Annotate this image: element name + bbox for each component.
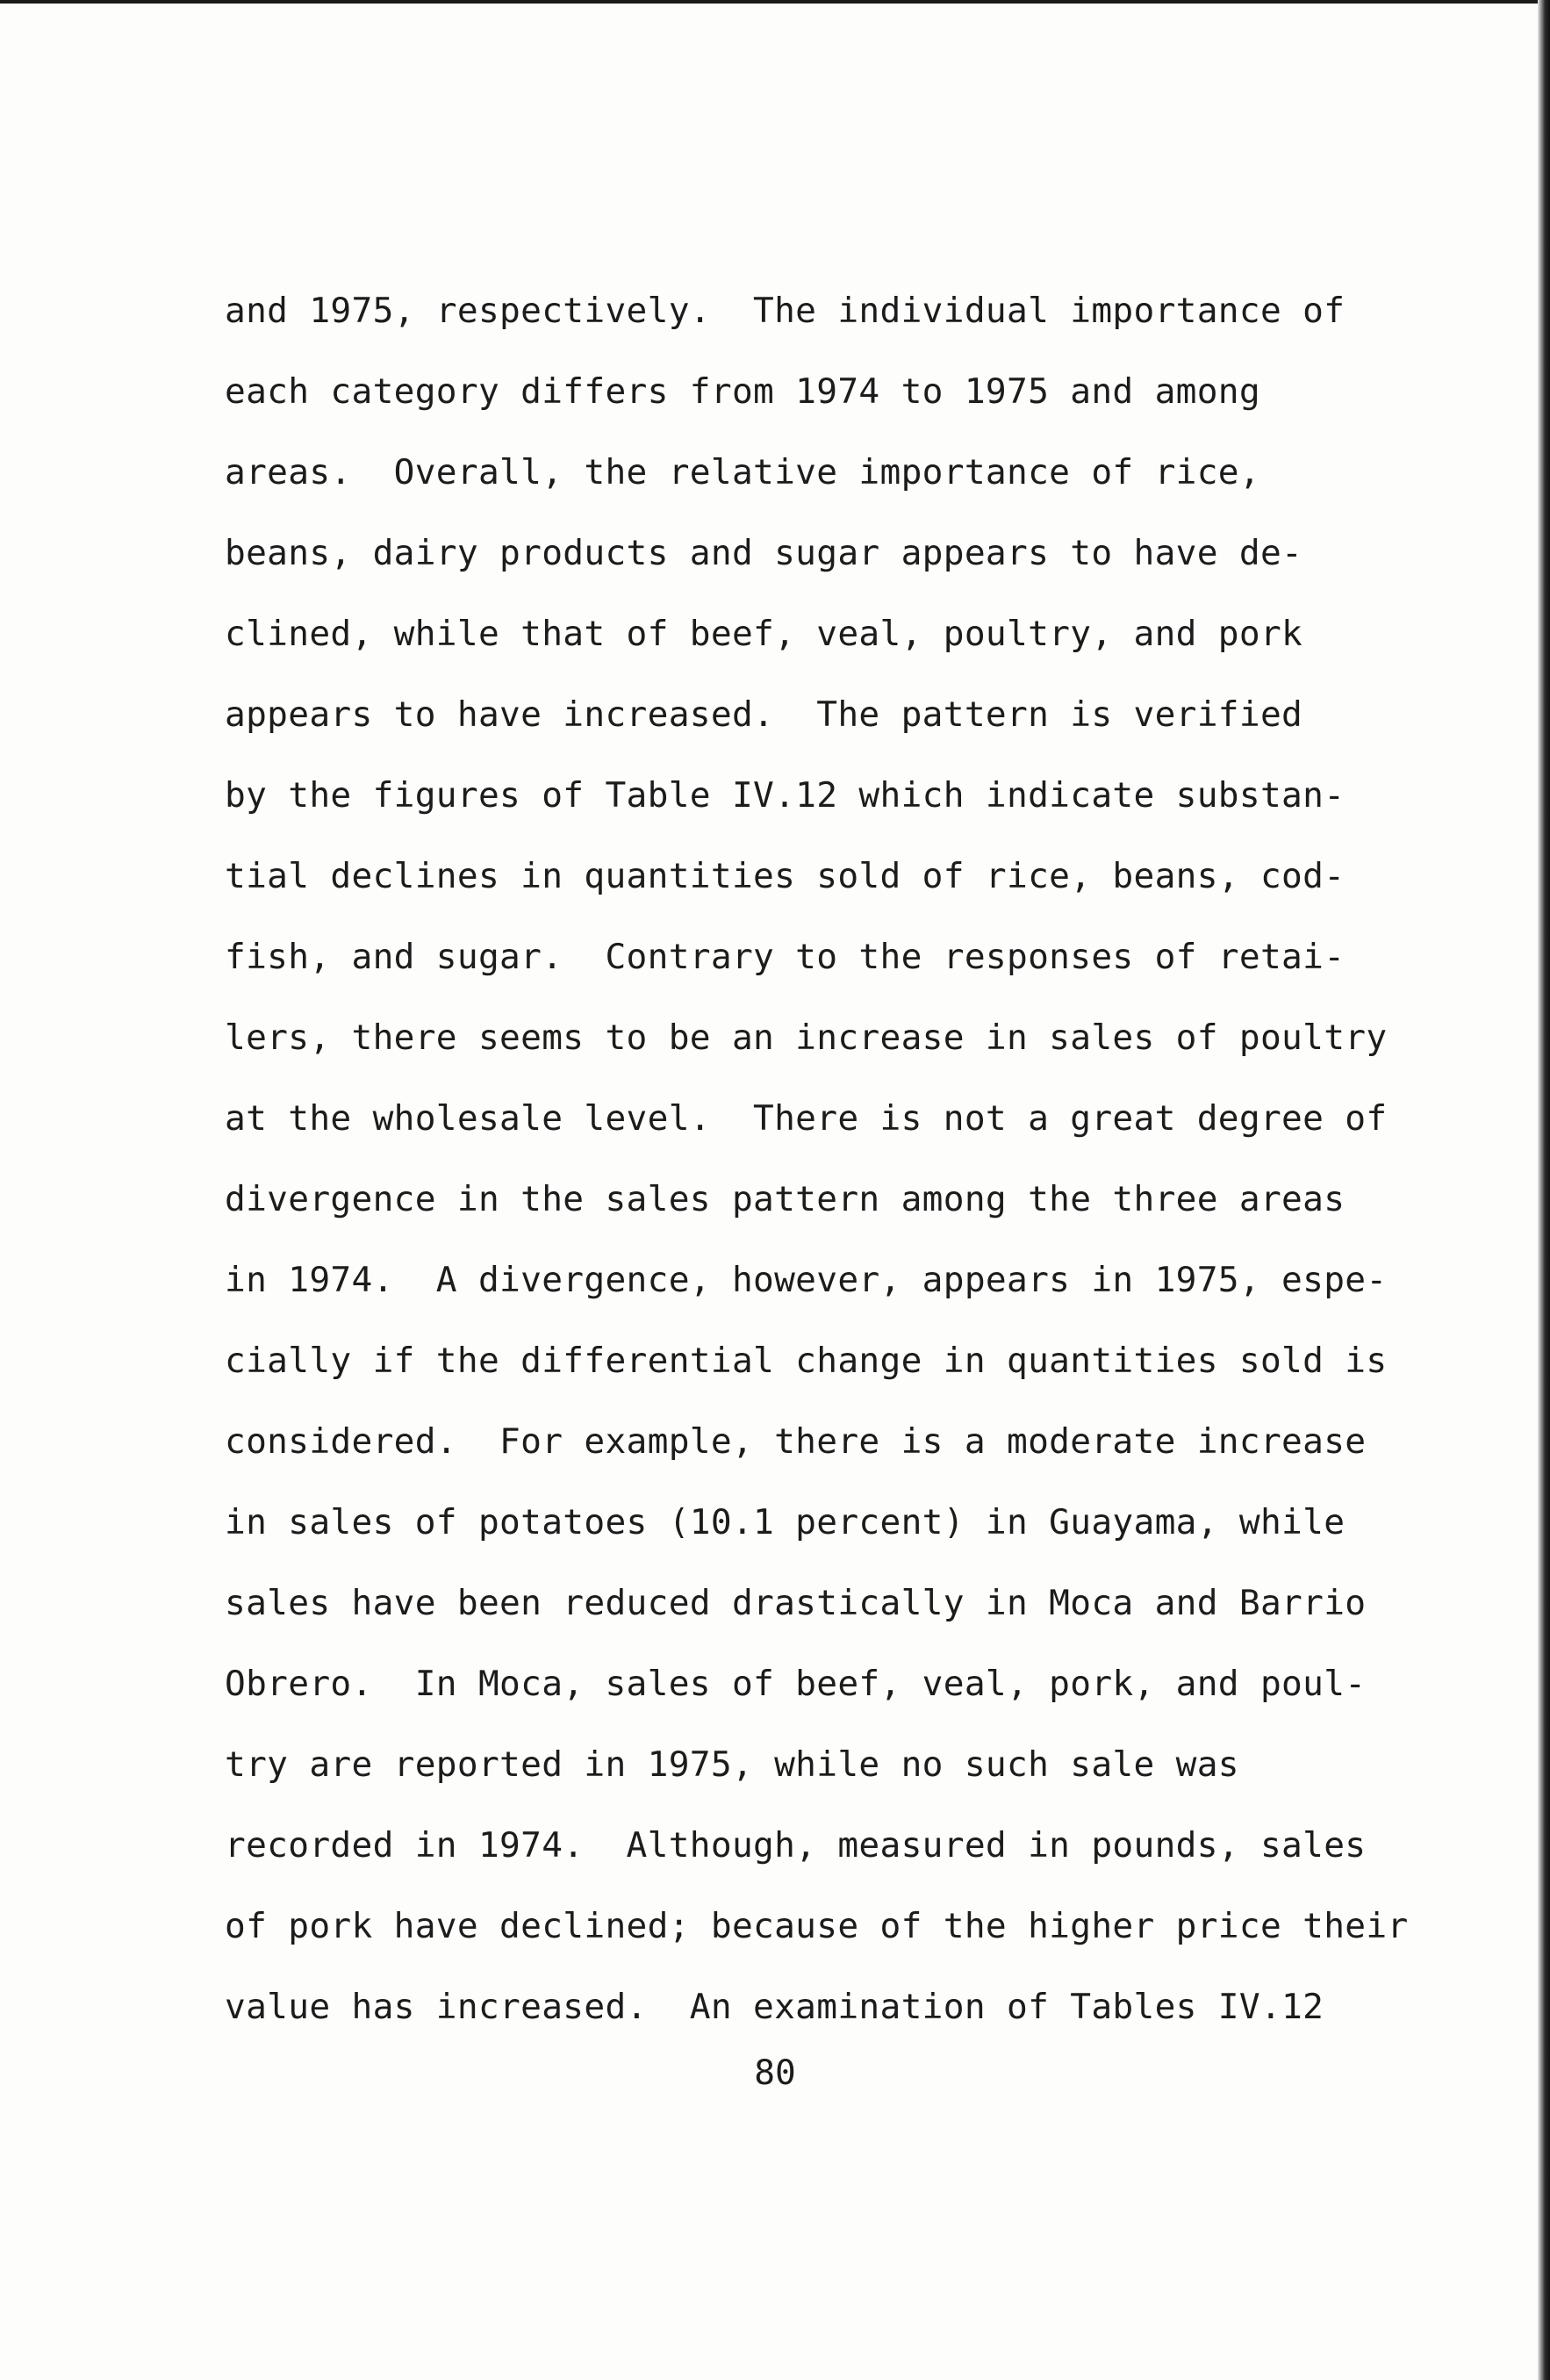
text-line: cially if the differential change in quantities sold is (225, 1341, 1388, 1381)
text-line: sales have been reduced drastically in Moca and Barrio (225, 1583, 1367, 1623)
text-line: and 1975, respectively. The individual importance of (225, 291, 1345, 331)
text-line: considered. For example, there is a moderate increase (225, 1421, 1367, 1462)
right-edge-shadow (1538, 0, 1550, 2380)
text-line: divergence in the sales pattern among the three areas (225, 1179, 1345, 1219)
text-line: in 1974. A divergence, however, appears in 1975, espe- (225, 1260, 1388, 1300)
text-line: lers, there seems to be an increase in sales of poultry (225, 1017, 1388, 1058)
text-line: areas. Overall, the relative importance of rice, (225, 452, 1260, 493)
text-line: beans, dairy products and sugar appears to have de- (225, 533, 1303, 573)
text-line: try are reported in 1975, while no such sale was (225, 1744, 1239, 1785)
text-line: in sales of potatoes (10.1 percent) in Guayama, while (225, 1502, 1345, 1542)
text-line: recorded in 1974. Although, measured in pounds, sales (225, 1825, 1367, 1866)
text-line: each category differs from 1974 to 1975 and among (225, 371, 1260, 412)
text-line: tial declines in quantities sold of rice, beans, cod- (225, 856, 1345, 896)
text-line: fish, and sugar. Contrary to the responses of retai- (225, 937, 1345, 977)
text-line: by the figures of Table IV.12 which indicate substan- (225, 775, 1345, 816)
text-line: value has increased. An examination of Tables IV.12 (225, 1987, 1324, 2027)
body-text (225, 270, 1453, 2047)
text-line: of pork have declined; because of the higher price their (225, 1906, 1409, 1946)
top-edge-rule (0, 0, 1550, 4)
text-line: appears to have increased. The pattern is verified (225, 694, 1303, 735)
text-line: clined, while that of beef, veal, poultry, and pork (225, 614, 1303, 654)
text-line: Obrero. In Moca, sales of beef, veal, pork, and poul- (225, 1664, 1367, 1704)
page-number: 80 (754, 2053, 796, 2093)
text-line: at the wholesale level. There is not a great degree of (225, 1098, 1388, 1139)
